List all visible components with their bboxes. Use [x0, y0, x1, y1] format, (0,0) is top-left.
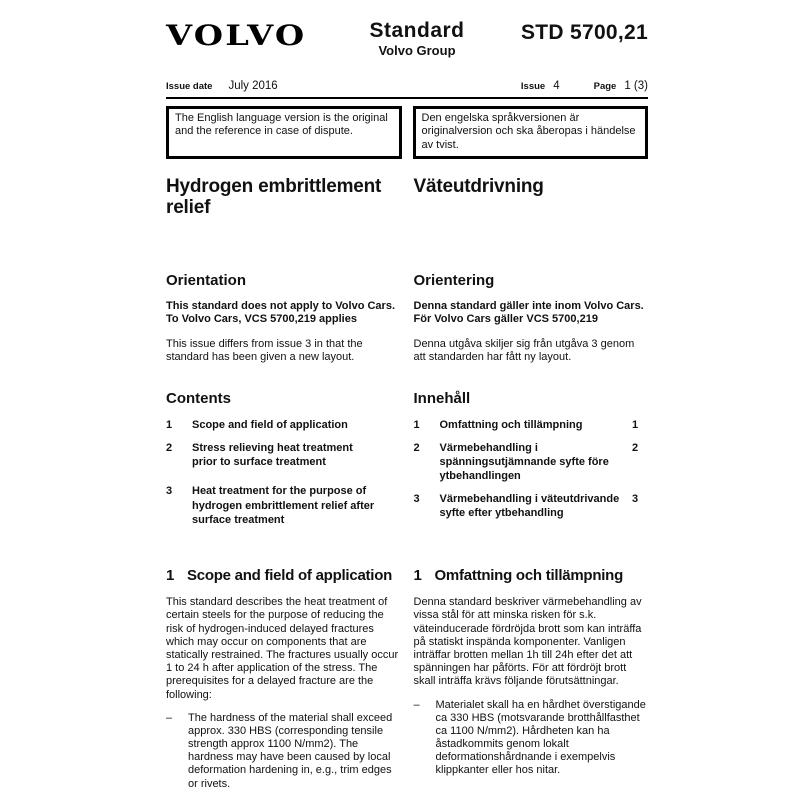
- dash-text: The hardness of the material shall exceed approx. 330 HBS (corresponding tensile strength approx 1100 N/mm2). The hardness may have been caused by local deformation hardening in, e.g., trim edges or rivets.: [188, 711, 393, 790]
- toc-label: Stress relieving heat treatment prior to surface treatment: [192, 441, 353, 469]
- doc-type-block: [336, 20, 498, 58]
- toc-num: 2: [166, 441, 173, 454]
- dash-list-item: [414, 699, 649, 778]
- toc-label: Värmebehandling i spänningsutjämnande syfte före ytbehandlingen: [439, 441, 609, 483]
- orientation-heading-sv: Orientering: [413, 271, 495, 289]
- toc-item: [166, 418, 401, 432]
- toc-item: [414, 441, 649, 484]
- orientation-sv: [414, 272, 649, 365]
- orientation-heading-en: Orientation: [166, 271, 247, 289]
- title-en: Hydrogen embrittlement relief: [166, 175, 382, 218]
- orientation-text-sv: Denna utgåva skiljer sig från utgåva 3 genom att standarden har fått ny layout.: [413, 338, 635, 364]
- orientation-bold-sv: Denna standard gäller inte inom Volvo Cars. För Volvo Cars gäller VCS 5700,219: [413, 299, 644, 325]
- volvo-logo: VOLVO: [166, 20, 307, 53]
- toc-item: [166, 484, 401, 527]
- doc-type: Standard: [369, 19, 465, 42]
- contents-heading-en: Contents: [166, 390, 231, 408]
- dash-list-item: [166, 712, 401, 791]
- toc-page: 1: [632, 419, 639, 432]
- toc-num: 3: [413, 492, 420, 505]
- section1-heading-sv: [414, 567, 649, 584]
- toc-label: Värmebehandling i väteutdrivande syfte efter ytbehandling: [439, 492, 620, 519]
- dash-marker: –: [413, 698, 420, 711]
- org-name: Volvo Group: [378, 43, 456, 59]
- section1-heading-en: [166, 567, 401, 584]
- toc-num: 3: [166, 485, 173, 498]
- toc-page: [385, 441, 401, 470]
- orientation-bold-en: This standard does not apply to Volvo Cars. To Volvo Cars, VCS 5700,219 applies: [166, 299, 395, 325]
- toc-num: 1: [166, 419, 173, 432]
- issue-label: Issue: [520, 80, 546, 92]
- toc-item: [414, 418, 649, 432]
- section-title: Omfattning och tillämpning: [434, 567, 623, 585]
- notice-row: [166, 106, 648, 159]
- toc-page: 2: [632, 441, 639, 454]
- title-sv: Väteutdrivning: [413, 175, 544, 197]
- orientation-text-en: This issue differs from issue 3 in that the standard has been given a new layout.: [166, 338, 363, 364]
- toc-page: 3: [632, 492, 639, 505]
- section1-sv: [414, 567, 649, 791]
- section1-row: [166, 567, 648, 791]
- toc-item: [166, 441, 401, 470]
- section1-body-sv: Denna standard beskriver värmebehandling av vissa stål för att minska risken för s.k. väteinducerade fördröjda brott som kan inträffa på statiskt inspända komponenter. Vanligen inträffar brotten mellan 1h till 24h efter det att spänningen har påförts. För att fördröjt brott skall inträffa krävs följande förutsättningar.: [413, 596, 642, 688]
- toc-label: Omfattning och tillämpning: [439, 419, 583, 432]
- page-label: Page: [593, 80, 617, 92]
- page-value: 1 (3): [624, 79, 648, 92]
- section1-en: [166, 567, 401, 791]
- issue-date-value: July 2016: [228, 79, 278, 92]
- title-row: [166, 177, 648, 219]
- toc-page: [385, 418, 401, 432]
- toc-num: 1: [413, 419, 420, 432]
- orientation-en: [166, 272, 401, 365]
- meta-row: [166, 80, 648, 99]
- section-number: 1: [413, 567, 422, 585]
- section1-body-en: This standard describes the heat treatment of certain steels for the purpose of reducing the risk of hydrogen-induced delayed fractures which may occur on components that are statically restrained. The fractures usually occur 1 to 24 h after application of the stress. The prerequisites for a delayed fracture are the following:: [166, 596, 399, 701]
- issue-date-label: Issue date: [166, 80, 213, 92]
- toc-item: [414, 492, 649, 521]
- doc-number: STD 5700,21: [520, 21, 648, 44]
- issue-value: 4: [553, 79, 560, 92]
- toc-num: 2: [413, 441, 420, 454]
- dash-marker: –: [166, 711, 173, 724]
- contents-en: [166, 390, 401, 535]
- doc-header: [166, 20, 648, 58]
- notice-box-en: The English language version is the original and the reference in case of dispute.: [166, 106, 402, 159]
- notice-box-sv: Den engelska språkversionen är originalversion och ska åberopas i händelse av tvist.: [413, 106, 649, 159]
- toc-label: Scope and field of application: [192, 419, 348, 432]
- section-number: 1: [166, 567, 175, 585]
- contents-sv: [414, 390, 649, 535]
- section-title: Scope and field of application: [187, 567, 393, 585]
- dash-text: Materialet skall ha en hårdhet överstigande ca 330 HBS (motsvarande brotthållfasthet ca 1100 N/mm2). Hårdheten kan ha åstadkommits genom lokalt deformationshårdnande i exempelvis klippkanter eller hos nitar.: [435, 698, 646, 777]
- toc-page: [385, 484, 401, 527]
- contents-row: [166, 390, 648, 535]
- contents-heading-sv: Innehåll: [413, 390, 471, 408]
- orientation-row: [166, 272, 648, 365]
- document-content: [166, 20, 648, 791]
- toc-label: Heat treatment for the purpose of hydrogen embrittlement relief after surface treatment: [192, 485, 375, 526]
